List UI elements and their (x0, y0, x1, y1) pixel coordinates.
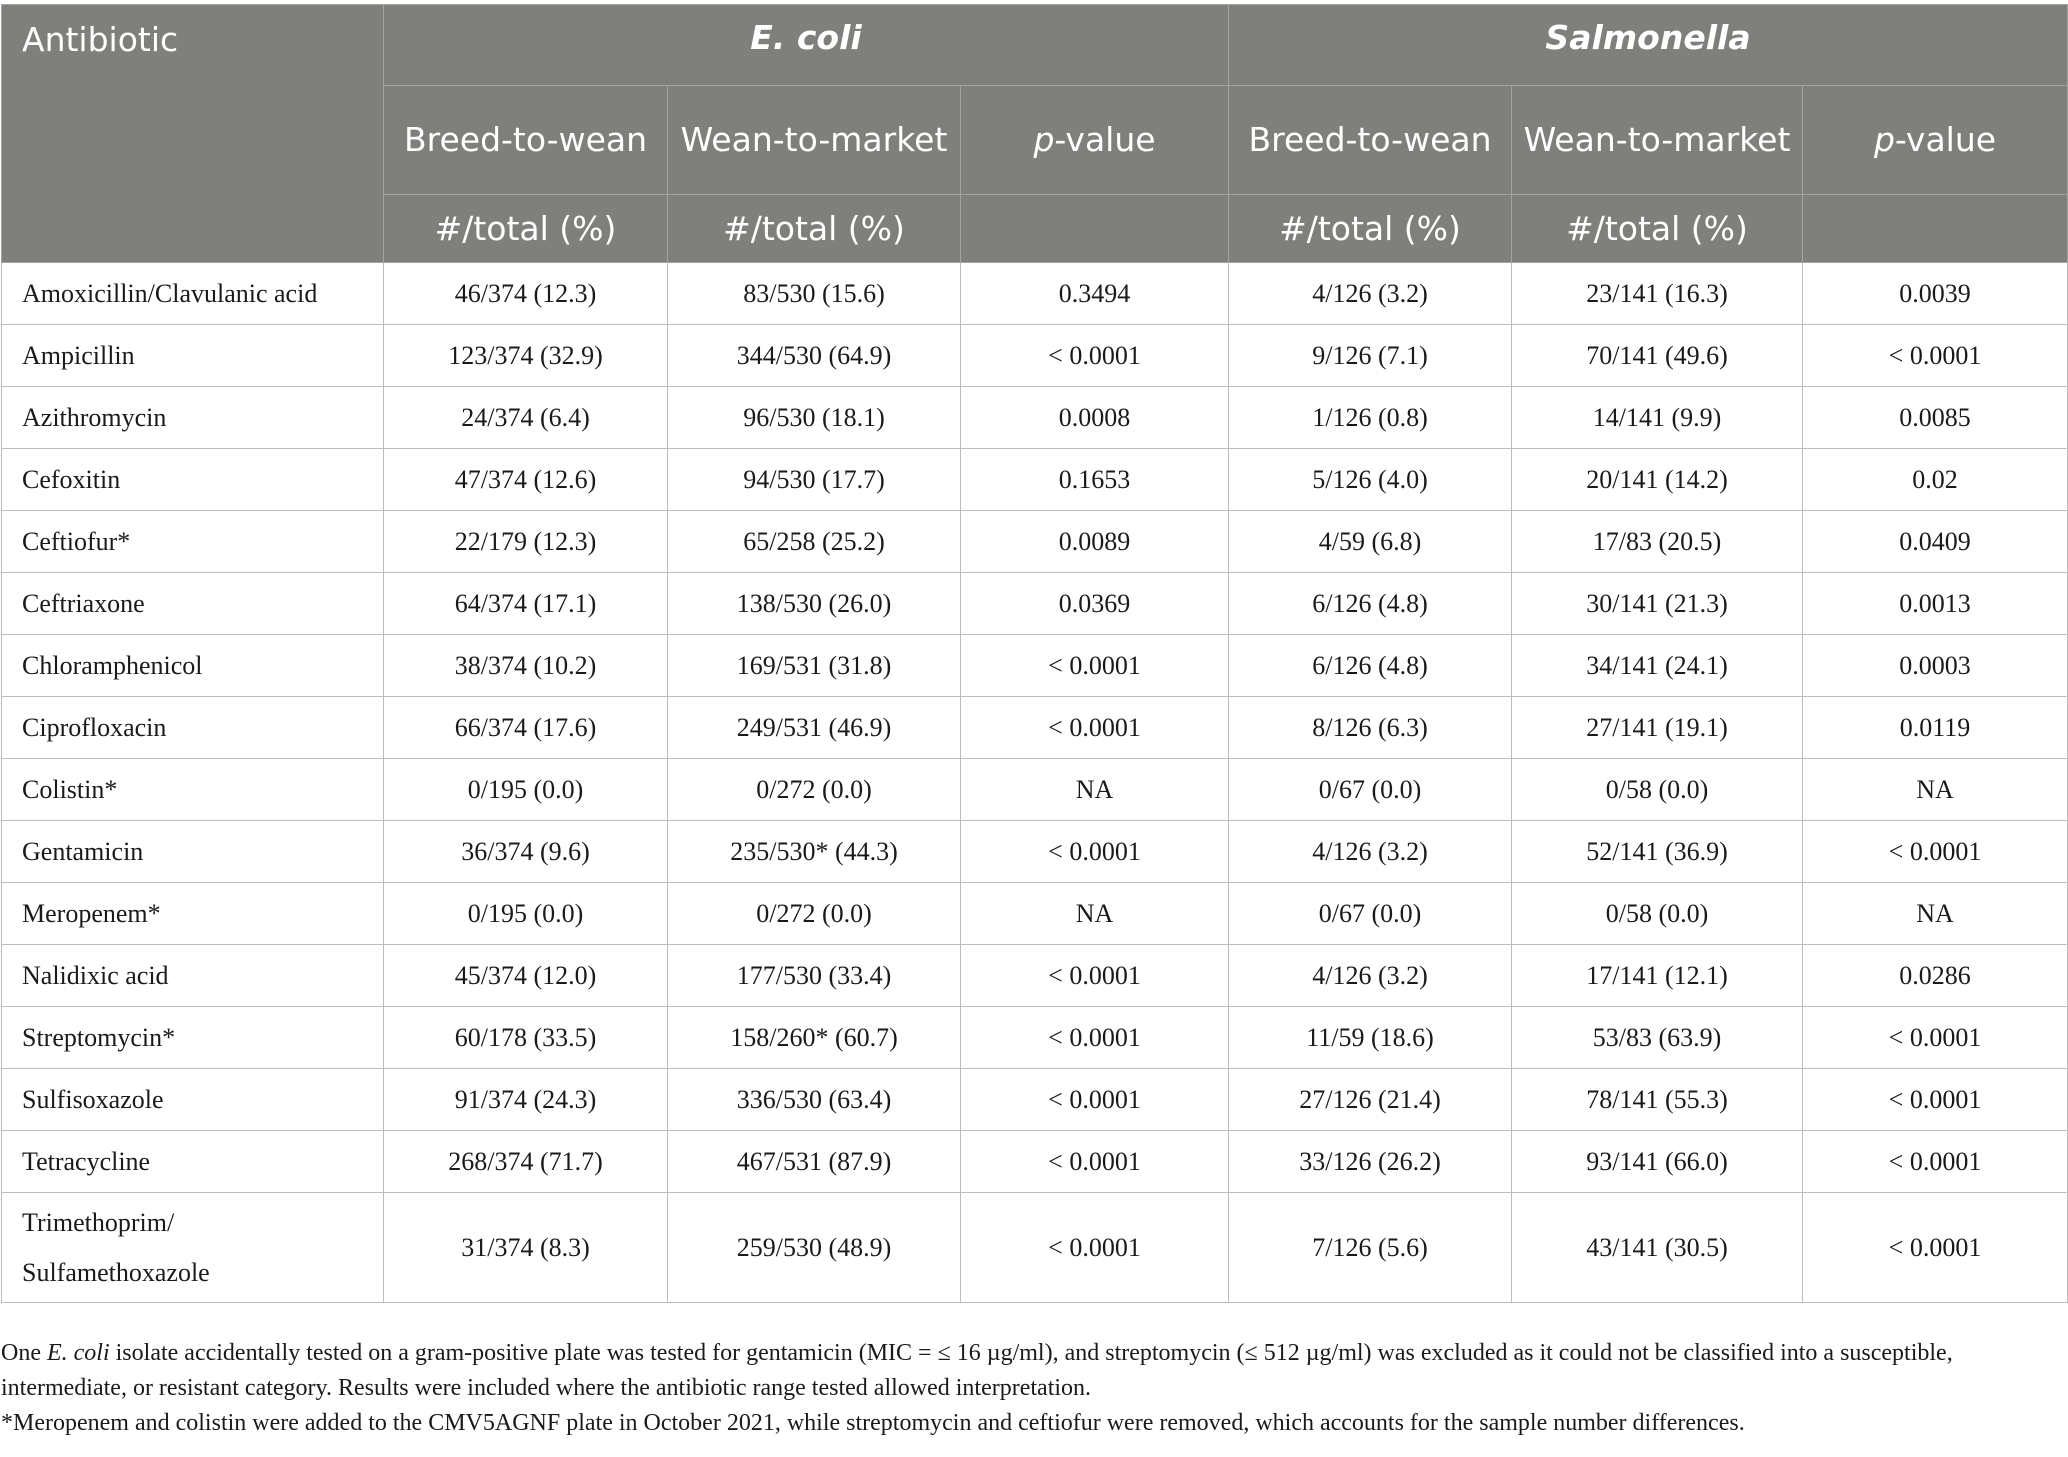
salmonella-wean-to-market-cell: 43/141 (30.5) (1512, 1193, 1803, 1303)
salmonella-wean-to-market-header: Wean-to-market (1512, 86, 1803, 195)
table-row (2, 387, 2068, 449)
ecoli-wean-to-market-cell: 0/272 (0.0) (668, 883, 961, 945)
antibiotic-name-line1: Trimethoprim/ (22, 1207, 175, 1237)
ecoli-p-value-cell: < 0.0001 (961, 635, 1229, 697)
ecoli-breed-to-wean-cell: 47/374 (12.6) (384, 449, 668, 511)
ecoli-breed-to-wean-cell: 268/374 (71.7) (384, 1131, 668, 1193)
salmonella-p-value-cell: < 0.0001 (1803, 325, 2068, 387)
antibiotic-name (2, 1193, 384, 1303)
table-row (2, 263, 2068, 325)
ecoli-wean-to-market-cell: 177/530 (33.4) (668, 945, 961, 1007)
ecoli-breed-to-wean-cell: 38/374 (10.2) (384, 635, 668, 697)
salmonella-wean-to-market-cell: 78/141 (55.3) (1512, 1069, 1803, 1131)
antibiotic-name: Ceftiofur* (2, 511, 384, 573)
salmonella-wean-to-market-cell: 17/83 (20.5) (1512, 511, 1803, 573)
antibiotic-column-header: Antibiotic (2, 5, 384, 263)
salmonella-breed-to-wean-header: Breed-to-wean (1229, 86, 1512, 195)
salmonella-breed-to-wean-cell: 27/126 (21.4) (1229, 1069, 1512, 1131)
salmonella-p-value-cell: < 0.0001 (1803, 1131, 2068, 1193)
salmonella-p-blank-header (1803, 195, 2068, 263)
table-row (2, 945, 2068, 1007)
salmonella-breed-to-wean-cell: 9/126 (7.1) (1229, 325, 1512, 387)
salmonella-breed-to-wean-cell: 33/126 (26.2) (1229, 1131, 1512, 1193)
table-row (2, 573, 2068, 635)
footnote-asterisk: *Meropenem and colistin were added to the CMV5AGNF plate in October 2021, while streptomycin and ceftiofur were removed, which accounts for the sample number differences. (1, 1410, 1745, 1436)
antibiotic-name: Tetracycline (2, 1131, 384, 1193)
table-body (2, 263, 2068, 1303)
table-row (2, 1193, 2068, 1303)
footnote-text: isolate accidentally tested on a gram-positive plate was tested for gentamicin (MIC = ≤ 16 µg/ml), and streptomycin (≤ 512 µg/ml) was excluded as it could not be classified into a susceptible, intermediate, or resistant category. Results were included where the antibiotic range tested allowed interpretation. (1, 1340, 1953, 1401)
antibiotic-name-line2: Sulfamethoxazole (22, 1257, 210, 1287)
salmonella-breed-to-wean-cell: 5/126 (4.0) (1229, 449, 1512, 511)
salmonella-breed-to-wean-cell: 0/67 (0.0) (1229, 883, 1512, 945)
salmonella-p-value-cell: 0.0286 (1803, 945, 2068, 1007)
antibiotic-name: Colistin* (2, 759, 384, 821)
salmonella-wean-to-market-cell: 93/141 (66.0) (1512, 1131, 1803, 1193)
table-row (2, 759, 2068, 821)
salmonella-breed-to-wean-cell: 8/126 (6.3) (1229, 697, 1512, 759)
antibiotic-name: Ampicillin (2, 325, 384, 387)
ecoli-group-header: E. coli (384, 5, 1229, 86)
ecoli-wean-to-market-cell: 235/530* (44.3) (668, 821, 961, 883)
salmonella-p-value-cell: < 0.0001 (1803, 821, 2068, 883)
table-row (2, 821, 2068, 883)
ecoli-p-value-cell: NA (961, 883, 1229, 945)
ecoli-wean-to-market-cell: 158/260* (60.7) (668, 1007, 961, 1069)
salmonella-p-value-cell: 0.0409 (1803, 511, 2068, 573)
antibiotic-name: Sulfisoxazole (2, 1069, 384, 1131)
salmonella-breed-to-wean-cell: 6/126 (4.8) (1229, 635, 1512, 697)
salmonella-wean-to-market-cell: 70/141 (49.6) (1512, 325, 1803, 387)
salmonella-wean-to-market-cell: 23/141 (16.3) (1512, 263, 1803, 325)
salmonella-wean-to-market-cell: 20/141 (14.2) (1512, 449, 1803, 511)
salmonella-wean-to-market-cell: 52/141 (36.9) (1512, 821, 1803, 883)
antibiotic-name: Gentamicin (2, 821, 384, 883)
antibiotic-name: Amoxicillin/Clavulanic acid (2, 263, 384, 325)
salmonella-p-value-cell: 0.0003 (1803, 635, 2068, 697)
ecoli-p-value-cell: NA (961, 759, 1229, 821)
table-row (2, 325, 2068, 387)
ecoli-breed-to-wean-cell: 66/374 (17.6) (384, 697, 668, 759)
ecoli-wean-to-market-cell: 138/530 (26.0) (668, 573, 961, 635)
salmonella-btw-unit-header: #/total (%) (1229, 195, 1512, 263)
salmonella-p-value-header (1803, 86, 2068, 195)
ecoli-breed-to-wean-cell: 91/374 (24.3) (384, 1069, 668, 1131)
ecoli-wean-to-market-cell: 467/531 (87.9) (668, 1131, 961, 1193)
ecoli-p-value-cell: 0.1653 (961, 449, 1229, 511)
salmonella-wean-to-market-cell: 0/58 (0.0) (1512, 883, 1803, 945)
ecoli-p-value-header (961, 86, 1229, 195)
salmonella-p-value-cell: NA (1803, 883, 2068, 945)
ecoli-breed-to-wean-cell: 0/195 (0.0) (384, 883, 668, 945)
salmonella-wean-to-market-cell: 14/141 (9.9) (1512, 387, 1803, 449)
antibiotic-name: Cefoxitin (2, 449, 384, 511)
p-symbol: p (1873, 120, 1895, 159)
ecoli-breed-to-wean-cell: 22/179 (12.3) (384, 511, 668, 573)
ecoli-p-value-cell: < 0.0001 (961, 325, 1229, 387)
ecoli-p-value-cell: 0.0369 (961, 573, 1229, 635)
antibiotic-name: Nalidixic acid (2, 945, 384, 1007)
ecoli-p-value-cell: 0.3494 (961, 263, 1229, 325)
salmonella-breed-to-wean-cell: 4/126 (3.2) (1229, 821, 1512, 883)
salmonella-wean-to-market-cell: 34/141 (24.1) (1512, 635, 1803, 697)
footnote-prefix: One (1, 1340, 47, 1366)
ecoli-wean-to-market-cell: 83/530 (15.6) (668, 263, 961, 325)
ecoli-p-value-cell: < 0.0001 (961, 1007, 1229, 1069)
table-row (2, 1007, 2068, 1069)
p-value-suffix: -value (1894, 120, 1997, 159)
ecoli-p-value-cell: < 0.0001 (961, 1069, 1229, 1131)
salmonella-breed-to-wean-cell: 11/59 (18.6) (1229, 1007, 1512, 1069)
ecoli-p-value-cell: < 0.0001 (961, 1131, 1229, 1193)
table-header (2, 5, 2068, 263)
salmonella-breed-to-wean-cell: 4/59 (6.8) (1229, 511, 1512, 573)
antibiotic-name: Streptomycin* (2, 1007, 384, 1069)
ecoli-breed-to-wean-cell: 60/178 (33.5) (384, 1007, 668, 1069)
table-row (2, 697, 2068, 759)
ecoli-p-value-cell: < 0.0001 (961, 697, 1229, 759)
salmonella-p-value-cell: NA (1803, 759, 2068, 821)
table-row (2, 1069, 2068, 1131)
table-footnotes (1, 1336, 2061, 1441)
ecoli-wean-to-market-cell: 65/258 (25.2) (668, 511, 961, 573)
ecoli-breed-to-wean-cell: 64/374 (17.1) (384, 573, 668, 635)
antibiotic-name: Chloramphenicol (2, 635, 384, 697)
antibiotic-resistance-table (1, 4, 2068, 1303)
ecoli-breed-to-wean-cell: 24/374 (6.4) (384, 387, 668, 449)
ecoli-p-value-cell: < 0.0001 (961, 945, 1229, 1007)
salmonella-breed-to-wean-cell: 7/126 (5.6) (1229, 1193, 1512, 1303)
table-row (2, 511, 2068, 573)
footnote-gentamicin (1, 1336, 2061, 1406)
salmonella-p-value-cell: 0.02 (1803, 449, 2068, 511)
table-row (2, 1131, 2068, 1193)
salmonella-wean-to-market-cell: 0/58 (0.0) (1512, 759, 1803, 821)
ecoli-p-value-cell: < 0.0001 (961, 1193, 1229, 1303)
ecoli-wean-to-market-cell: 259/530 (48.9) (668, 1193, 961, 1303)
ecoli-wean-to-market-cell: 249/531 (46.9) (668, 697, 961, 759)
salmonella-wean-to-market-cell: 17/141 (12.1) (1512, 945, 1803, 1007)
p-symbol: p (1033, 120, 1055, 159)
ecoli-p-value-cell: 0.0089 (961, 511, 1229, 573)
salmonella-breed-to-wean-cell: 1/126 (0.8) (1229, 387, 1512, 449)
ecoli-breed-to-wean-cell: 31/374 (8.3) (384, 1193, 668, 1303)
salmonella-group-header: Salmonella (1229, 5, 2068, 86)
salmonella-p-value-cell: < 0.0001 (1803, 1007, 2068, 1069)
antibiotic-name: Ciprofloxacin (2, 697, 384, 759)
footnote-organism: E. coli (46, 1340, 110, 1366)
salmonella-wean-to-market-cell: 27/141 (19.1) (1512, 697, 1803, 759)
table-row (2, 883, 2068, 945)
ecoli-breed-to-wean-cell: 36/374 (9.6) (384, 821, 668, 883)
ecoli-wean-to-market-cell: 94/530 (17.7) (668, 449, 961, 511)
ecoli-breed-to-wean-cell: 46/374 (12.3) (384, 263, 668, 325)
antibiotic-name: Azithromycin (2, 387, 384, 449)
ecoli-p-value-cell: < 0.0001 (961, 821, 1229, 883)
ecoli-p-value-cell: 0.0008 (961, 387, 1229, 449)
table-row (2, 449, 2068, 511)
salmonella-wean-to-market-cell: 30/141 (21.3) (1512, 573, 1803, 635)
ecoli-wean-to-market-cell: 169/531 (31.8) (668, 635, 961, 697)
ecoli-wean-to-market-cell: 336/530 (63.4) (668, 1069, 961, 1131)
ecoli-wean-to-market-cell: 96/530 (18.1) (668, 387, 961, 449)
salmonella-p-value-cell: 0.0013 (1803, 573, 2068, 635)
ecoli-breed-to-wean-cell: 123/374 (32.9) (384, 325, 668, 387)
ecoli-wean-to-market-header: Wean-to-market (668, 86, 961, 195)
p-value-suffix: -value (1054, 120, 1156, 159)
antibiotic-name: Ceftriaxone (2, 573, 384, 635)
ecoli-wean-to-market-cell: 0/272 (0.0) (668, 759, 961, 821)
ecoli-btw-unit-header: #/total (%) (384, 195, 668, 263)
salmonella-p-value-cell: < 0.0001 (1803, 1069, 2068, 1131)
ecoli-breed-to-wean-cell: 45/374 (12.0) (384, 945, 668, 1007)
ecoli-p-blank-header (961, 195, 1229, 263)
salmonella-breed-to-wean-cell: 6/126 (4.8) (1229, 573, 1512, 635)
ecoli-wean-to-market-cell: 344/530 (64.9) (668, 325, 961, 387)
salmonella-p-value-cell: 0.0119 (1803, 697, 2068, 759)
table-row (2, 635, 2068, 697)
antibiotic-name: Meropenem* (2, 883, 384, 945)
ecoli-breed-to-wean-cell: 0/195 (0.0) (384, 759, 668, 821)
ecoli-wtm-unit-header: #/total (%) (668, 195, 961, 263)
salmonella-wean-to-market-cell: 53/83 (63.9) (1512, 1007, 1803, 1069)
salmonella-wtm-unit-header: #/total (%) (1512, 195, 1803, 263)
salmonella-breed-to-wean-cell: 4/126 (3.2) (1229, 945, 1512, 1007)
salmonella-breed-to-wean-cell: 4/126 (3.2) (1229, 263, 1512, 325)
ecoli-breed-to-wean-header: Breed-to-wean (384, 86, 668, 195)
salmonella-breed-to-wean-cell: 0/67 (0.0) (1229, 759, 1512, 821)
salmonella-p-value-cell: 0.0039 (1803, 263, 2068, 325)
salmonella-p-value-cell: < 0.0001 (1803, 1193, 2068, 1303)
salmonella-p-value-cell: 0.0085 (1803, 387, 2068, 449)
